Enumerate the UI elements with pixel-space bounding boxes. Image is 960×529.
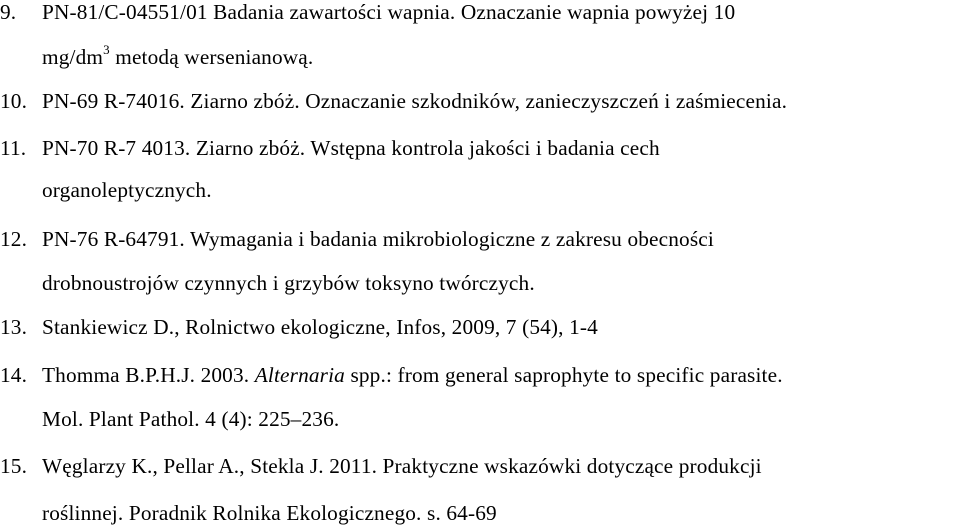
reference-14-line-1 (0, 362, 783, 388)
reference-13-line-1 (0, 314, 598, 340)
reference-15-line-1 (0, 453, 762, 479)
reference-11-line-2 (0, 177, 212, 203)
reference-text: Mol. Plant Pathol. 4 (4): 225–236. (42, 407, 340, 431)
reference-text: Węglarzy K., Pellar A., Stekla J. 2011. Praktyczne wskazówki dotyczące produkcji (42, 454, 762, 478)
reference-15-line-2 (0, 500, 497, 526)
reference-text: drobnoustrojów czynnych i grzybów toksyno twórczych. (42, 271, 535, 295)
reference-number: 11. (0, 136, 27, 160)
reference-text: PN-69 R-74016. Ziarno zbóż. Oznaczanie szkodników, zanieczyszczeń i zaśmiecenia. (42, 89, 788, 113)
reference-text: organoleptycznych. (42, 178, 212, 202)
reference-text: PN-76 R-64791. Wymagania i badania mikrobiologiczne z zakresu obecności (42, 227, 714, 251)
reference-text: Thomma B.P.H.J. 2003. (42, 363, 255, 387)
reference-number: 14. (0, 363, 28, 387)
reference-10-line-1 (0, 88, 787, 114)
superscript: 3 (103, 41, 110, 57)
reference-11-line-1 (0, 135, 660, 161)
reference-text: PN-70 R-7 4013. Ziarno zbóż. Wstępna kontrola jakości i badania cech (42, 136, 660, 160)
reference-12-line-2 (0, 270, 535, 296)
reference-14-line-2 (0, 406, 339, 432)
reference-text: roślinnej. Poradnik Rolnika Ekologicznego. s. 64-69 (42, 501, 497, 525)
reference-text: spp.: from general saprophyte to specific parasite. (344, 363, 783, 387)
reference-number: 12. (0, 227, 28, 251)
reference-number: 15. (0, 454, 28, 478)
reference-text: Stankiewicz D., Rolnictwo ekologiczne, Infos, 2009, 7 (54), 1-4 (42, 315, 598, 339)
reference-9-line-2 (0, 41, 314, 70)
reference-number: 10. (0, 89, 28, 113)
italic-taxon: Alternaria (254, 363, 345, 387)
reference-12-line-1 (0, 226, 714, 252)
reference-text: mg/dm (42, 45, 104, 69)
reference-number: 9. (0, 0, 17, 24)
reference-text: PN-81/C-04551/01 Badania zawartości wapnia. Oznaczanie wapnia powyżej 10 (42, 0, 736, 24)
reference-number: 13. (0, 315, 28, 339)
reference-text: metodą wersenianową. (109, 45, 314, 69)
reference-9-line-1 (0, 0, 735, 25)
